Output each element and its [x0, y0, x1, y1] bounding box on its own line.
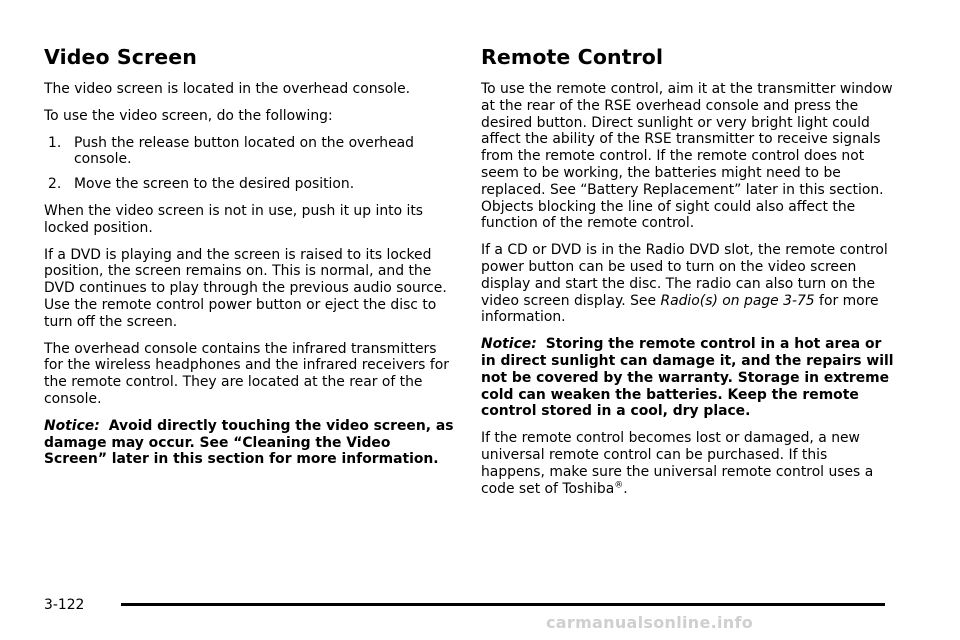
- video-screen-heading: Video Screen: [44, 45, 197, 69]
- step-number: 2.: [48, 176, 62, 193]
- notice-text: Storing the remote control in a hot area or in direct sunlight can damage it, and the repairs will not be covered by the warranty. Storage in extreme cold can weaken the batteries. Keep the remote control stored in a cool, dry place.: [481, 336, 894, 420]
- remote-control-section: [481, 44, 895, 507]
- remote-control-replacement-text: [481, 430, 895, 497]
- remote-control-usage-text: To use the remote control, aim it at the transmitter window at the rear of the RSE overhead console and press the desired button. Direct sunlight or very bright light could affect the ability of the RSE transmitter to receive signals from the remote control. If the remote control does not seem to be working, the batteries might need to be replaced. See “Battery Replacement” later in this section. Objects blocking the line of sight could also affect the function of the remote control.: [481, 81, 893, 232]
- video-screen-dvd-text: If a DVD is playing and the screen is raised to its locked position, the screen remains on. This is normal, and the DVD continues to play through the previous audio source. Use the remote control power button or eject the disc to turn off the screen.: [44, 246, 447, 330]
- remote-control-cd-dvd-text: [481, 242, 895, 326]
- step-item: [44, 135, 456, 169]
- remote-control-notice: [481, 336, 895, 420]
- replacement-text-end: .: [623, 480, 628, 497]
- overhead-console-text: The overhead console contains the infrared transmitters for the wireless headphones and the infrared receivers for the remote control. They are located at the rear of the console.: [44, 340, 449, 407]
- video-screen-notice: [44, 418, 456, 468]
- watermark: carmanualsonline.info: [546, 613, 754, 632]
- notice-label: Notice:: [44, 417, 100, 434]
- cd-dvd-text-start: If a CD or DVD is in the Radio DVD slot, the remote control power button can be used to turn on the video screen display and start the disc. The radio can also turn on the video screen display. See: [481, 242, 888, 309]
- video-screen-locked-text: When the video screen is not in use, push it up into its locked position.: [44, 202, 424, 236]
- registered-mark: ®: [614, 479, 624, 490]
- cd-dvd-text-end: for more information.: [481, 292, 879, 326]
- replacement-text-start: If the remote control becomes lost or damaged, a new universal remote control can be purchased. If this happens, make sure the universal remote control uses a code set of Toshiba: [481, 430, 874, 497]
- video-screen-steps: [44, 135, 456, 193]
- notice-text: Avoid directly touching the video screen, as damage may occur. See “Cleaning the Video Screen” later in this section for more information.: [44, 417, 454, 468]
- radio-page-reference: Radio(s) on page 3-75: [660, 292, 815, 309]
- step-text: Push the release button located on the overhead console.: [74, 134, 414, 168]
- remote-control-heading: Remote Control: [481, 45, 664, 69]
- notice-label: Notice:: [481, 336, 537, 353]
- page-number: 3-122: [44, 597, 85, 613]
- step-number: 1.: [48, 134, 62, 151]
- video-screen-section: [44, 44, 456, 478]
- video-screen-instructions-intro: To use the video screen, do the following:: [44, 107, 333, 124]
- footer-rule: [121, 603, 885, 606]
- step-item: [44, 176, 456, 193]
- step-text: Move the screen to the desired position.: [74, 176, 355, 193]
- video-screen-location-text: The video screen is located in the overhead console.: [44, 81, 411, 97]
